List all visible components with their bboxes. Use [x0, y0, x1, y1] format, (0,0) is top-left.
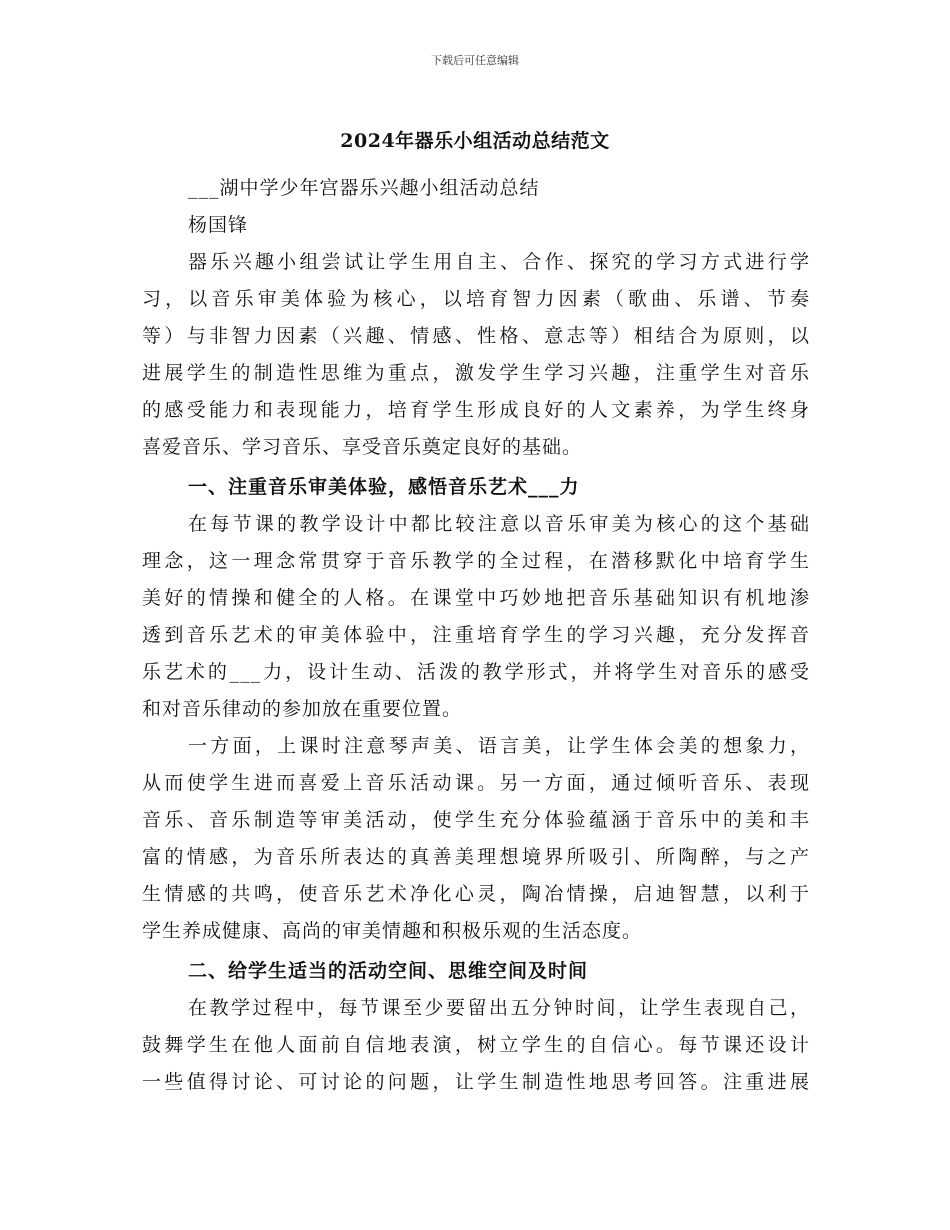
paragraph-line: 一方面，上课时注意琴声美、语言美，让学生体会美的想象力， [188, 735, 810, 757]
section-heading-1: 一、注重音乐审美体验，感悟音乐艺术___力 [188, 476, 580, 498]
section1-paragraph-2 [142, 728, 810, 950]
page-header-note: 下载后可任意编辑 [431, 54, 519, 67]
paragraph-line: 和对音乐律动的参加放在重要位置。 [142, 698, 463, 720]
paragraph-line: 学生养成健康、高尚的审美情趣和积极乐观的生活态度。 [142, 920, 643, 942]
paragraph-line: 等）与非智力因素（兴趣、情感、性格、意志等）相结合为原则，以 [142, 325, 810, 347]
paragraph-line: 在教学过程中，每节课至少要留出五分钟时间，让学生表现自己， [188, 997, 810, 1019]
section-heading-2: 二、给学生适当的活动空间、思维空间及时间 [188, 960, 589, 982]
paragraph-line: 鼓舞学生在他人面前自信地表演，树立学生的自信心。每节课还设计 [142, 1034, 810, 1056]
paragraph-line: 的感受能力和表现能力，培育学生形成良好的人文素养，为学生终身 [142, 399, 810, 421]
paragraph-line: 器乐兴趣小组尝试让学生用自主、合作、探究的学习方式进行学 [188, 251, 810, 273]
document-title: 2024年器乐小组活动总结范文 [340, 130, 610, 152]
author: 杨国锋 [188, 214, 249, 236]
paragraph-line: 乐艺术的___力，设计生动、活泼的教学形式，并将学生对音乐的感受 [142, 661, 810, 683]
paragraph-line: 从而使学生进而喜爱上音乐活动课。另一方面，通过倾听音乐、表现 [142, 772, 810, 794]
paragraph-line: 富的情感，为音乐所表达的真善美理想境界所吸引、所陶醉，与之产 [142, 846, 810, 868]
section2-paragraph-1 [142, 990, 810, 1101]
paragraph-line: 理念，这一理念常贯穿于音乐教学的全过程，在潜移默化中培育学生 [142, 550, 810, 572]
paragraph-line: 一些值得讨论、可讨论的问题，让学生制造性地思考回答。注重进展 [142, 1071, 810, 1093]
paragraph-line: 透到音乐艺术的审美体验中，注重培育学生的学习兴趣，充分发挥音 [142, 624, 810, 646]
paragraph-line: 在每节课的教学设计中都比较注意以音乐审美为核心的这个基础 [188, 513, 810, 535]
subtitle: ___湖中学少年宫器乐兴趣小组活动总结 [188, 177, 540, 199]
intro-paragraph [142, 244, 810, 466]
paragraph-line: 习，以音乐审美体验为核心，以培育智力因素（歌曲、乐谱、节奏 [142, 288, 810, 310]
paragraph-line: 进展学生的制造性思维为重点，激发学生学习兴趣，注重学生对音乐 [142, 362, 810, 384]
paragraph-line: 喜爱音乐、学习音乐、享受音乐奠定良好的基础。 [142, 436, 583, 458]
paragraph-line: 美好的情操和健全的人格。在课堂中巧妙地把音乐基础知识有机地渗 [142, 587, 810, 609]
document-body [142, 170, 810, 1101]
paragraph-line: 音乐、音乐制造等审美活动，使学生充分体验蕴涵于音乐中的美和丰 [142, 809, 810, 831]
section1-paragraph-1 [142, 506, 810, 728]
paragraph-line: 生情感的共鸣，使音乐艺术净化心灵，陶冶情操，启迪智慧，以利于 [142, 883, 810, 905]
